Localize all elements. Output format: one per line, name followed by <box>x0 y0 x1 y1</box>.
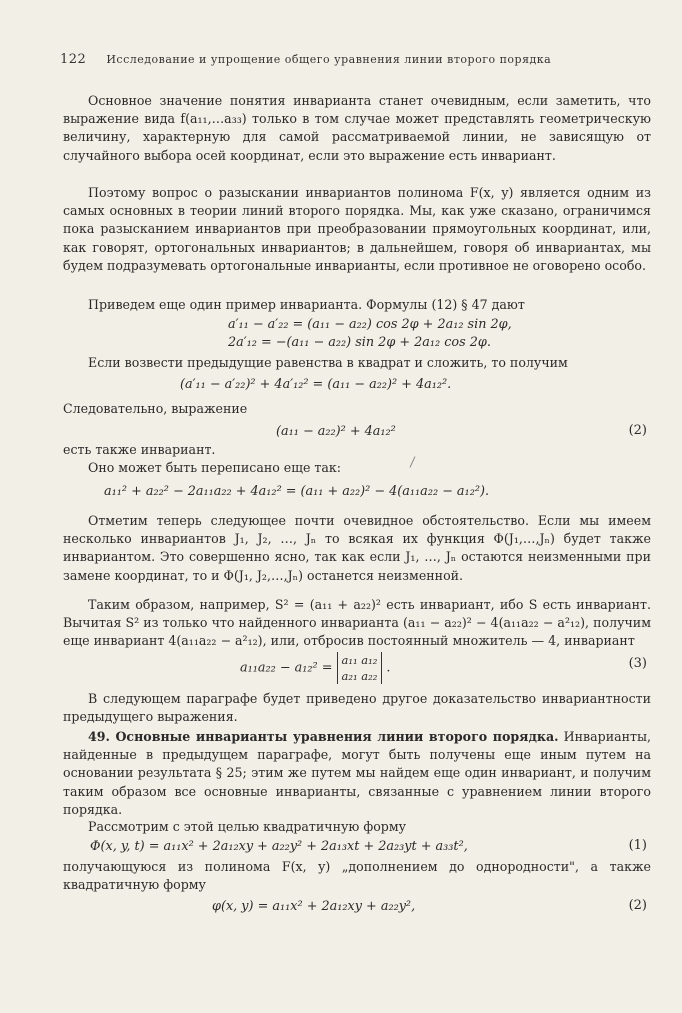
formula-phi: φ(x, y) = a₁₁x² + 2a₁₂xy + a₂₂y², <box>212 899 416 914</box>
section-heading: 49. Основные инварианты уравнения линии второго порядка. <box>88 729 559 744</box>
equation-number-2a: (2) <box>628 423 647 438</box>
paragraph-9: Таким образом, например, S² = (a₁₁ + a₂₂)² есть инвариант, ибо S есть инвариант. Вычитая S² из только что найденного инварианта (a₁₁ − a₂₂)² − 4(a₁₁a₂₂ − a²₁₂), получим еще инвариант 4(a₁₁a₂₂ − a²₁₂), или, отбросив постоянный множитель — 4, инвариант <box>63 597 651 649</box>
paragraph-8: Отметим теперь следующее почти очевидное обстоятельство. Если мы имеем несколько инвариантов J₁, J₂, …, Jₙ то всякая их функция Φ(J₁,…,Jₙ) будет также инвариантом. Это совершенно ясно, так как если J₁, …, Jₙ остаются неизменными при замене координат, то и Φ(J₁, J₂,…,Jₙ) останется неизменной. <box>63 513 651 583</box>
matrix-row-1: a₁₁ a₁₂ <box>341 653 378 667</box>
page-number: 122 <box>60 52 87 67</box>
paragraph-12: получающуюся из полинома F(x, y) „дополнением до однородности", а также квадратичную форму <box>63 859 651 893</box>
matrix-row-2: a₂₁ a₂₂ <box>341 669 378 683</box>
running-header <box>60 52 640 67</box>
equation-number-3: (3) <box>628 656 647 671</box>
paragraph-5: Следовательно, выражение <box>63 401 248 416</box>
determinant-matrix <box>337 652 383 684</box>
section-49 <box>63 728 651 819</box>
equation-number-2b: (2) <box>628 898 647 913</box>
paragraph-4: Если возвести предыдущие равенства в квадрат и сложить, то получим <box>88 355 568 370</box>
formula-line-1: a′₁₁ − a′₂₂ = (a₁₁ − a₂₂) cos 2φ + 2a₁₂ sin 2φ, <box>228 317 512 332</box>
formula-invariant-2: (a₁₁ − a₂₂)² + 4a₁₂² <box>276 424 396 439</box>
formula-line-2: 2a′₁₂ = −(a₁₁ − a₂₂) sin 2φ + 2a₁₂ cos 2φ. <box>228 335 491 350</box>
paragraph-3: Приведем еще один пример инварианта. Формулы (12) § 47 дают <box>88 297 525 312</box>
paragraph-1: Основное значение понятия инварианта станет очевидным, если заметить, что выражение вида f(a₁₁,…a₃₃) только в том случае может представлять геометрическую величину, характерную для самой рассматриваемой линии, не зависящую от случайного выбора осей координат, если это выражение есть инвариант. <box>63 93 651 163</box>
paragraph-11: Рассмотрим с этой целью квадратичную форму <box>88 819 407 834</box>
determinant-period: . <box>386 660 391 676</box>
paragraph-6: есть также инвариант. <box>63 442 216 457</box>
formula-transform <box>228 316 512 352</box>
formula-squares: (a′₁₁ − a′₂₂)² + 4a′₁₂² = (a₁₁ − a₂₂)² + 4a₁₂². <box>180 377 452 392</box>
paragraph-7: Оно может быть переписано еще так: <box>88 460 342 475</box>
equation-number-1: (1) <box>628 838 647 853</box>
formula-rewrite: a₁₁² + a₂₂² − 2a₁₁a₂₂ + 4a₁₂² = (a₁₁ + a₂₂)² − 4(a₁₁a₂₂ − a₁₂²). <box>104 484 490 499</box>
formula-quadratic-form: Φ(x, y, t) = a₁₁x² + 2a₁₂xy + a₂₂y² + 2a₁₃xt + 2a₂₃yt + a₃₃t², <box>90 839 468 854</box>
chapter-title: Исследование и упрощение общего уравнения линии второго порядка <box>106 53 552 66</box>
paragraph-2: Поэтому вопрос о разыскании инвариантов полинома F(x, y) является одним из самых основных в теории линий второго порядка. Мы, как уже сказано, ограничимся пока разысканием инвариантов при преобразовании прямоугольных координат, или, как говорят, ортогональных инвариантов; в дальнейшем, говоря об инвариантах, мы будем подразумевать ортогональные инварианты, если противное не оговорено особо. <box>63 185 651 273</box>
paragraph-10: В следующем параграфе будет приведено другое доказательство инвариантности предыдущего выражения. <box>63 691 651 725</box>
formula-determinant <box>240 652 391 684</box>
determinant-lhs: a₁₁a₂₂ − a₁₂² = <box>240 660 333 676</box>
section-text: Инварианты, найденные в предыдущем параграфе, могут быть получены еще иным путем на основании результата § 25; этим же путем мы найдем еще один инвариант, и получим таким образом все основные инварианты, связанные с уравнением линии второго порядка. <box>63 729 651 817</box>
